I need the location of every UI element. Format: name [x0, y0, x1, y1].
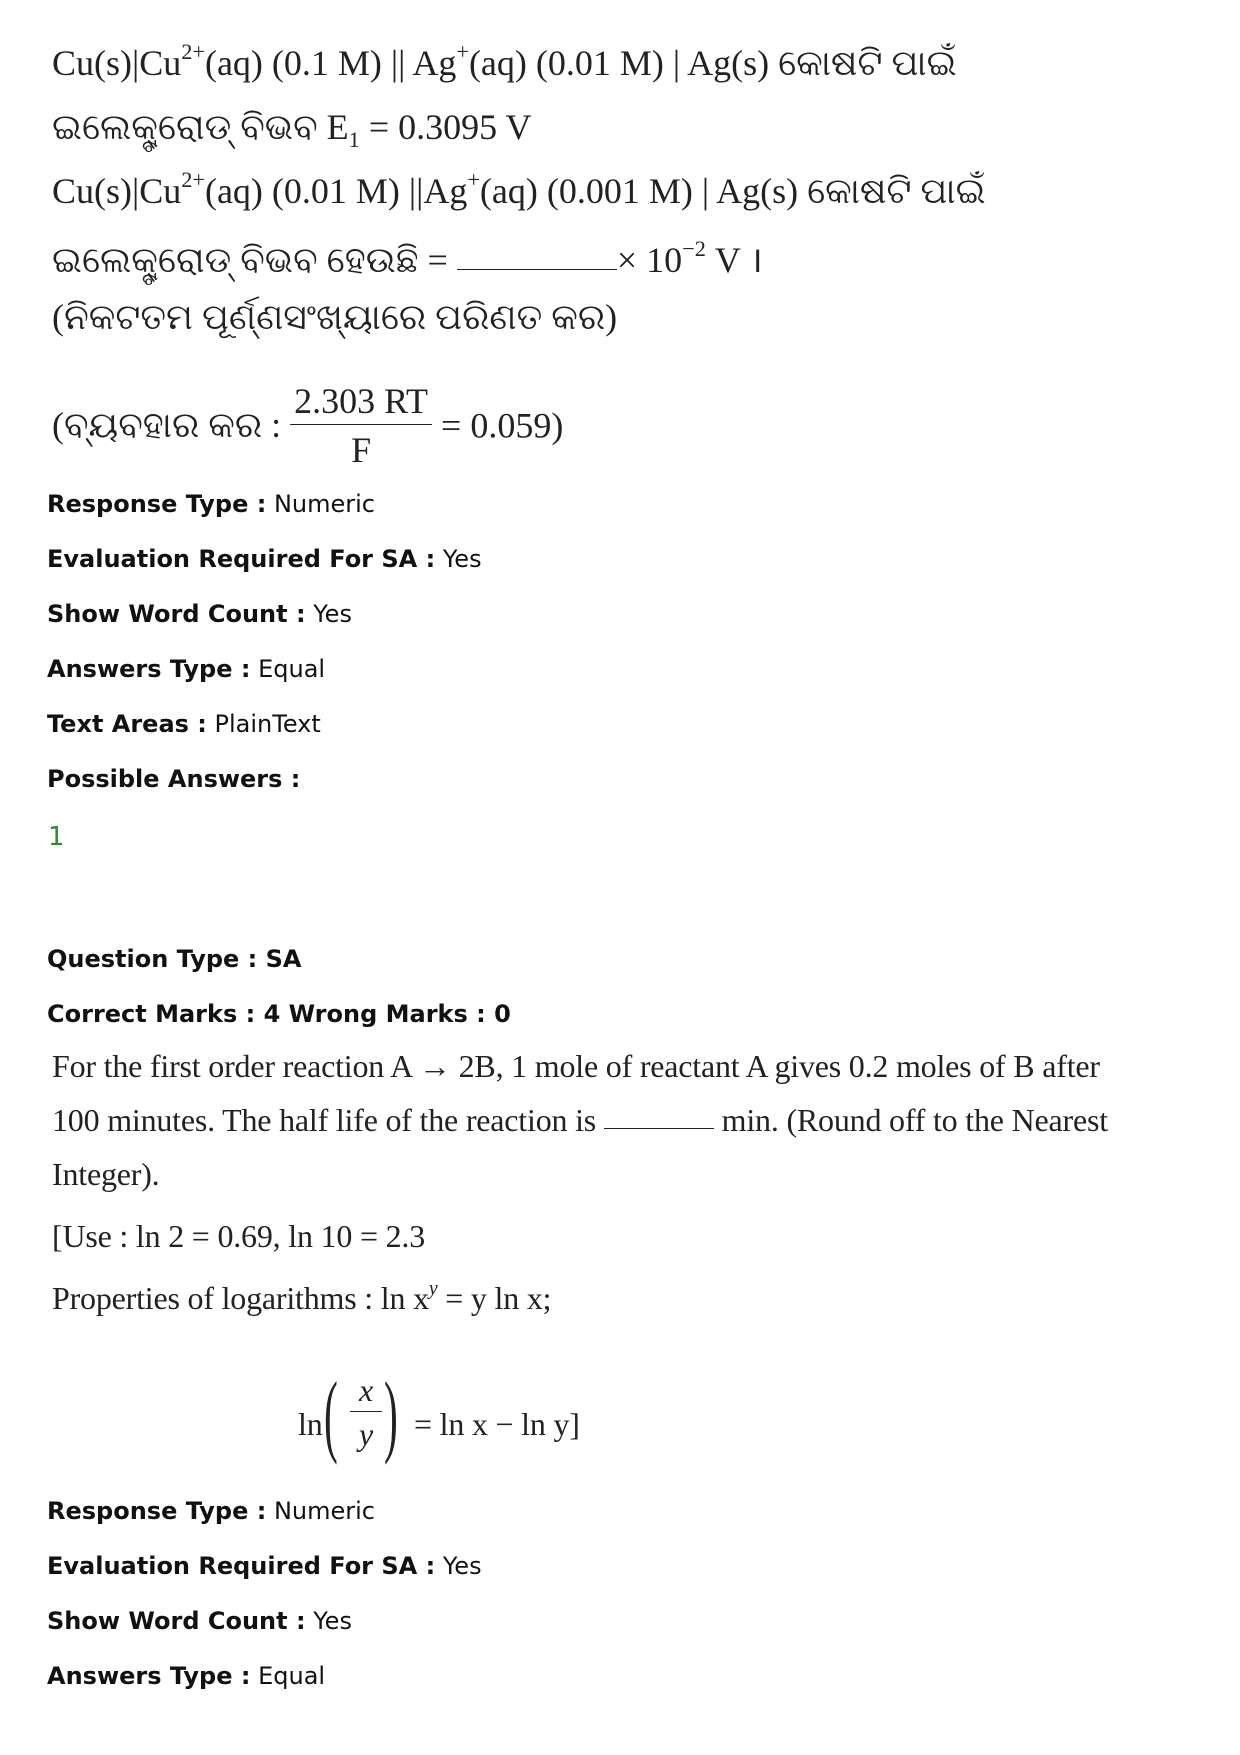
q1-fraction: [290, 380, 432, 471]
q2-l5-sup: y: [428, 1277, 438, 1300]
meta-label: Evaluation Required For SA :: [47, 1552, 436, 1580]
q1-l3-sup2: +: [467, 166, 480, 192]
formula-num: x: [350, 1372, 382, 1412]
q2-l4: [Use : ln 2 = 0.69, ln 10 = 2.3: [52, 1218, 425, 1254]
q1-l3-b: (aq) (0.01 M) ||Ag: [204, 171, 468, 211]
q1-l4-a: ଇଲେକ୍ଟ୍ରୋଡ୍ ବିଭବ ହେଉଛି =: [52, 240, 448, 280]
right-paren: ): [384, 1363, 398, 1465]
meta-label: Text Areas :: [47, 710, 207, 738]
q1-l6-b: = 0.059): [441, 405, 564, 446]
q1-line-1: [52, 38, 957, 85]
meta-label: Possible Answers :: [47, 765, 301, 793]
q1-line-6: [52, 380, 563, 471]
answer-blank: [604, 1127, 714, 1129]
meta-value: Equal: [258, 1662, 326, 1690]
q1-line-4: [52, 234, 763, 283]
q1-frac-num: 2.303 RT: [290, 380, 432, 425]
q2-marks: [47, 1000, 511, 1028]
q2-line-3: [52, 1156, 159, 1193]
q2-question-type: [47, 945, 301, 973]
q1-l4-sup: −2: [682, 235, 706, 261]
meta-label: Evaluation Required For SA :: [47, 545, 436, 573]
meta-label: Response Type :: [47, 490, 267, 518]
q1-frac-den: F: [351, 430, 372, 470]
meta-label: Answers Type :: [47, 1662, 251, 1690]
q1-l1-sup1: 2+: [181, 38, 205, 64]
meta-value: Equal: [258, 655, 326, 683]
q2-line-2: [52, 1102, 1108, 1139]
q2-l5-a: Properties of logarithms : ln x: [52, 1280, 429, 1316]
question-type-label: Question Type : SA: [47, 945, 302, 973]
left-paren: (: [324, 1363, 338, 1465]
q1-l2-sub: 1: [348, 126, 360, 152]
meta-value: Yes: [313, 1607, 352, 1635]
meta-value: PlainText: [214, 710, 321, 738]
q2-meta-response-type: [47, 1497, 375, 1525]
q1-l3-sup1: 2+: [181, 166, 205, 192]
q2-line-5: [52, 1277, 552, 1317]
q1-meta-evaluation: [47, 545, 482, 573]
q1-l6-a: (ବ୍ୟବହାର କର :: [52, 405, 282, 445]
q2-meta-answers-type: [47, 1662, 325, 1690]
meta-label: Show Word Count :: [47, 600, 306, 628]
q1-l1-b: (aq) (0.1 M) || Ag: [204, 43, 457, 83]
answer-value: 1: [48, 822, 65, 852]
q1-possible-answer: [48, 822, 65, 852]
q1-l2-b: = 0.3095 V: [359, 107, 532, 147]
marks-label: Correct Marks : 4 Wrong Marks : 0: [47, 1000, 511, 1028]
q1-line-3: [52, 166, 986, 213]
q2-line-4: [52, 1218, 425, 1255]
meta-label: Response Type :: [47, 1497, 267, 1525]
formula-den: y: [358, 1416, 373, 1452]
formula-fraction: [350, 1372, 382, 1453]
q2-meta-word-count: [47, 1607, 352, 1635]
q1-l5: (ନିକଟତମ ପୂର୍ଣ୍ଣସଂଖ୍ୟାରେ ପରିଣତ କର): [52, 297, 618, 337]
formula-ln: ln: [298, 1406, 323, 1442]
q2-line-1: [52, 1048, 1100, 1085]
q1-meta-answers-type: [47, 655, 325, 683]
q1-l3-a: Cu(s)|Cu: [52, 171, 182, 211]
meta-label: Show Word Count :: [47, 1607, 306, 1635]
q2-l1: For the first order reaction A → 2B, 1 mole of reactant A gives 0.2 moles of B after: [52, 1048, 1100, 1084]
q2-l2-a: 100 minutes. The half life of the reaction is: [52, 1102, 597, 1138]
q1-meta-response-type: [47, 490, 375, 518]
q2-l2-b: min. (Round off to the Nearest: [721, 1102, 1108, 1138]
q2-meta-evaluation: [47, 1552, 482, 1580]
q1-l4-c: V ।: [705, 240, 763, 280]
q1-l4-b: × 10: [616, 240, 683, 280]
q1-l1-sup2: +: [456, 38, 469, 64]
q1-l1-a: Cu(s)|Cu: [52, 43, 182, 83]
meta-label: Answers Type :: [47, 655, 251, 683]
q1-l3-c: (aq) (0.001 M) | Ag(s) କୋଷଟି ପାଇଁ: [479, 171, 986, 211]
meta-value: Yes: [313, 600, 352, 628]
q1-meta-text-areas: [47, 710, 321, 738]
q1-meta-possible-answers: [47, 765, 300, 793]
q1-l2-a: ଇଲେକ୍ଟ୍ରୋଡ୍ ବିଭବ E: [52, 107, 349, 147]
q1-l1-c: (aq) (0.01 M) | Ag(s) କୋଷଟି ପାଇଁ: [468, 43, 957, 83]
meta-value: Yes: [442, 1552, 482, 1580]
q1-line-2: [52, 106, 532, 152]
meta-value: Numeric: [273, 1497, 375, 1525]
q1-meta-word-count: [47, 600, 352, 628]
q2-l3: Integer).: [52, 1156, 160, 1192]
answer-blank: [457, 268, 617, 270]
q2-l5-b: = y ln x;: [437, 1280, 552, 1316]
meta-value: Numeric: [273, 490, 375, 518]
meta-value: Yes: [442, 545, 482, 573]
q1-line-5: [52, 296, 617, 339]
formula-rhs: = ln x − ln y]: [414, 1406, 580, 1442]
